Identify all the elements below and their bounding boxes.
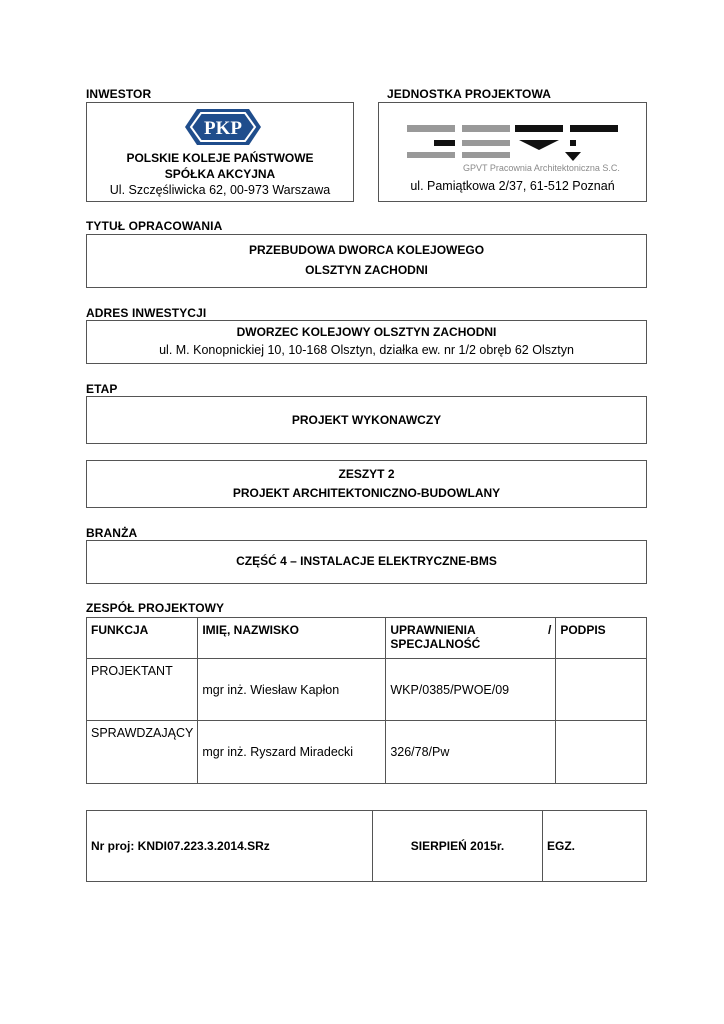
branch-value: CZĘŚĆ 4 – INSTALACJE ELEKTRYCZNE-BMS (236, 554, 497, 568)
row-name: mgr inż. Wiesław Kapłon (198, 659, 386, 721)
footer-project-no: Nr proj: KNDI07.223.3.2014.SRz (87, 811, 373, 881)
header-rights-label: UPRAWNIENIA (390, 623, 476, 637)
header-rights-slash: / (547, 623, 552, 637)
branch-box (86, 540, 647, 584)
stage-value: PROJEKT WYKONAWCZY (291, 413, 442, 427)
header-function: FUNKCJA (87, 618, 198, 659)
header-specialty-label: SPECJALNOŚĆ (390, 637, 481, 651)
address-label: ADRES INWESTYCJI (86, 306, 207, 320)
title-box (86, 234, 647, 288)
pkp-logo-text: PKP (204, 118, 242, 139)
design-unit-label: JEDNOSTKA PROJEKTOWA (387, 87, 552, 101)
table-row (87, 659, 647, 721)
footer-box (86, 810, 647, 882)
volume-box (86, 460, 647, 508)
investor-box (86, 102, 354, 202)
title-line1: PRZEBUDOWA DWORCA KOLEJOWEGO (248, 243, 485, 257)
row-function: SPRAWDZAJĄCY (87, 721, 198, 784)
investor-address: Ul. Szczęśliwicka 62, 00-973 Warszawa (109, 183, 331, 197)
address-box (86, 320, 647, 364)
design-unit-address: ul. Pamiątkowa 2/37, 61-512 Poznań (410, 179, 615, 193)
row-name: mgr inż. Ryszard Miradecki (198, 721, 386, 784)
address-line1: DWORZEC KOLEJOWY OLSZTYN ZACHODNI (236, 325, 497, 339)
stage-box (86, 396, 647, 444)
table-row (87, 721, 647, 784)
volume-line2: PROJEKT ARCHITEKTONICZNO-BUDOWLANY (232, 486, 501, 500)
gpvt-logo-caption: GPVT Pracownia Architektoniczna S.C. (463, 163, 620, 173)
stage-label: ETAP (86, 382, 118, 396)
header-rights (386, 618, 556, 659)
investor-name-line2: SPÓŁKA AKCYJNA (164, 167, 276, 181)
row-rights: 326/78/Pw (386, 721, 556, 784)
header-name: IMIĘ, NAZWISKO (198, 618, 386, 659)
investor-label: INWESTOR (86, 87, 152, 101)
pkp-logo-icon (183, 105, 263, 149)
team-header-row (87, 618, 647, 659)
row-signature (556, 721, 647, 784)
footer-date: SIERPIEŃ 2015r. (373, 811, 543, 881)
title-line2: OLSZTYN ZACHODNI (305, 263, 428, 277)
header-signature: PODPIS (556, 618, 647, 659)
team-table (86, 617, 647, 784)
row-function: PROJEKTANT (87, 659, 198, 721)
design-unit-box (378, 102, 647, 202)
team-label: ZESPÓŁ PROJEKTOWY (86, 601, 225, 615)
gpvt-logo-icon (407, 123, 621, 161)
investor-name-line1: POLSKIE KOLEJE PAŃSTWOWE (126, 151, 314, 165)
title-label: TYTUŁ OPRACOWANIA (86, 219, 223, 233)
branch-label: BRANŻA (86, 526, 138, 540)
volume-line1: ZESZYT 2 (338, 467, 395, 481)
address-line2: ul. M. Konopnickiej 10, 10-168 Olsztyn, działka ew. nr 1/2 obręb 62 Olsztyn (159, 343, 574, 357)
row-rights: WKP/0385/PWOE/09 (386, 659, 556, 721)
row-signature (556, 659, 647, 721)
footer-copy: EGZ. (547, 839, 576, 853)
